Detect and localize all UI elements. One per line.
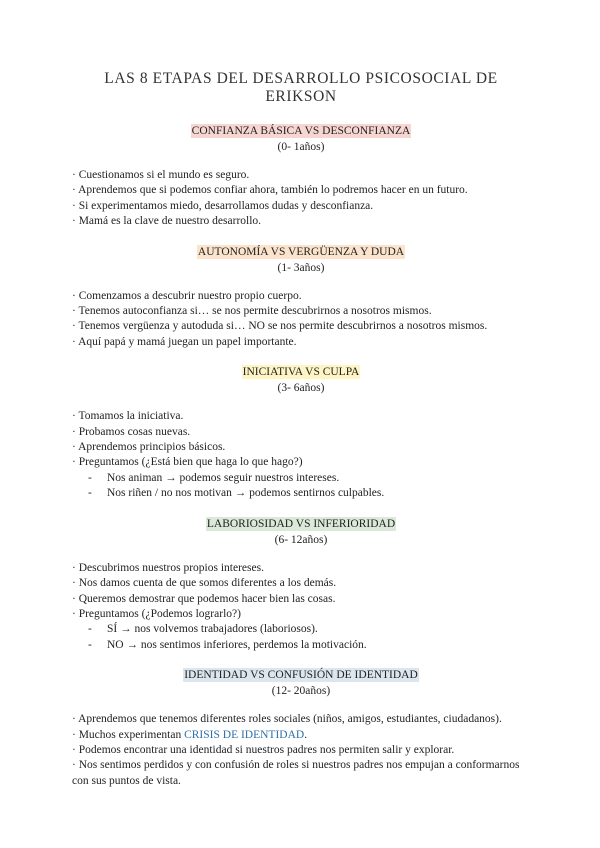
crisis-link-text: CRISIS DE IDENTIDAD [184, 728, 305, 741]
sub-item-text: NO → nos sentimos inferiores, perdemos la motivación. [107, 638, 367, 651]
stage-title: AUTONOMÍA VS VERGÜENZA Y DUDA [197, 245, 405, 258]
list-item: · Aquí papá y mamá juegan un papel importante. [72, 335, 297, 348]
stage-title: INICIATIVA VS CULPA [242, 366, 360, 379]
stage-heading [72, 668, 530, 699]
stage-age: (3- 6años) [277, 382, 325, 395]
stage-heading [72, 245, 530, 276]
list-item: · Tenemos autoconfianza si… se nos permite descubrirnos a nosotros mismos. [72, 305, 432, 318]
list-item: · Cuestionamos si el mundo es seguro. [72, 169, 250, 181]
stage-items [72, 289, 530, 351]
stage-section-4 [72, 517, 530, 653]
stage-heading [72, 517, 530, 548]
sub-item-text: SÍ → nos volvemos trabajadores (laboriosos). [107, 623, 318, 636]
sub-item-text: Nos animan → podemos seguir nuestros intereses. [107, 471, 340, 484]
dash-bullet: - [88, 638, 92, 651]
dash-bullet: - [88, 623, 92, 636]
list-item-suffix: . [304, 728, 308, 741]
stage-age: (1- 3años) [277, 261, 325, 274]
list-item: · Queremos demostrar que podemos hacer bien las cosas. [72, 592, 336, 605]
stage-section-1 [72, 124, 530, 230]
list-item: · Tenemos vergüenza y autoduda si… NO se nos permite descubrirnos a nosotros mismos. [72, 320, 488, 333]
list-item: · Descubrimos nuestros propios intereses. [72, 561, 264, 574]
list-item: · Probamos cosas nuevas. [72, 425, 191, 438]
stage-heading [72, 124, 530, 155]
list-item: · Nos damos cuenta de que somos diferentes a los demás. [72, 577, 337, 590]
list-item: · Mamá es la clave de nuestro desarrollo. [72, 215, 262, 228]
list-item: · Aprendemos principios básicos. [72, 441, 226, 454]
stage-title: LABORIOSIDAD VS INFERIORIDAD [206, 517, 396, 530]
list-item: · Podemos encontrar una identidad si nuestros padres nos permiten salir y explorar. [72, 743, 455, 756]
stage-title: CONFIANZA BÁSICA VS DESCONFIANZA [191, 125, 411, 137]
stage-items [72, 561, 530, 653]
sub-list-item [72, 638, 530, 653]
stage-section-2 [72, 245, 530, 351]
sub-list-item [72, 471, 530, 486]
sub-list-item [72, 622, 530, 637]
stage-age: (6- 12años) [274, 533, 328, 546]
document-title: LAS 8 ETAPAS DEL DESARROLLO PSICOSOCIAL DE ERIKSON [104, 70, 498, 105]
list-item: · Si experimentamos miedo, desarrollamos dudas y desconfianza. [72, 199, 374, 212]
stage-heading [72, 365, 530, 396]
list-item: · Comenzamos a descubrir nuestro propio cuerpo. [72, 289, 302, 302]
list-item: · Nos sentimos perdidos y con confusión de roles si nuestros padres nos empujan a conformarnos con sus puntos de vista. [72, 759, 520, 787]
stage-items [72, 409, 530, 501]
stage-section-5 [72, 668, 530, 789]
list-item-text: · Muchos experimentan [72, 728, 185, 741]
list-item: · Aprendemos que tenemos diferentes roles sociales (niños, amigos, estudiantes, ciudadanos). [72, 713, 502, 726]
list-item: · Tomamos la iniciativa. [72, 410, 184, 423]
list-item: · Aprendemos que si podemos confiar ahora, también lo podremos hacer en un futuro. [72, 184, 468, 197]
list-item [72, 728, 530, 743]
stage-items [72, 168, 530, 230]
stage-title: IDENTIDAD VS CONFUSIÓN DE IDENTIDAD [184, 669, 418, 682]
dash-bullet: - [88, 487, 92, 500]
sub-item-text: Nos riñen / no nos motivan → podemos sentirnos culpables. [107, 487, 385, 500]
list-item: · Preguntamos (¿Está bien que haga lo que hago?) [72, 456, 303, 469]
stage-items [72, 712, 530, 789]
dash-bullet: - [88, 471, 92, 484]
stage-age: (12- 20años) [271, 685, 331, 698]
stage-age: (0- 1años) [277, 141, 325, 153]
sub-list-item [72, 486, 530, 501]
list-item: · Preguntamos (¿Podemos lograrlo?) [72, 607, 241, 620]
stage-section-3 [72, 365, 530, 501]
